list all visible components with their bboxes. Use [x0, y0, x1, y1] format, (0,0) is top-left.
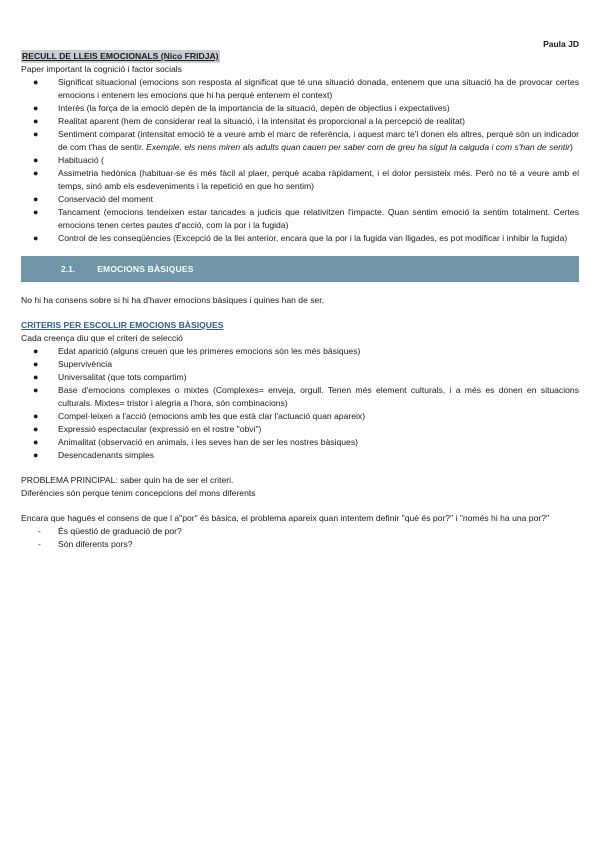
- section-intro: Paper important la cognició i factor socials: [21, 64, 182, 74]
- dash-icon: -: [38, 539, 41, 549]
- author-name: Paula JD: [543, 39, 579, 49]
- list-item-text: Base d'emocions complexes o mixtes (Complexes= enveja, orgull. Tenen més element culturals, i a més es donen en situacions culturals. Mixtes= tristor i alegria a l'hora, són combinacions): [58, 385, 579, 408]
- list-item-text: Significat situacional (emocions son resposta al significat que té una situació donada, entenem que una situació ha de provocar certes emocions i entenem les emocions que hi ha perquè entenem el context): [58, 77, 579, 100]
- list-item: [21, 193, 579, 206]
- closing-paragraph: Encara que hagués el consens de que l a"por" és bàsica, el problema apareix quan intentem definir "què és por?" i "només hi ha una por?": [21, 513, 550, 523]
- list-item: [21, 128, 579, 154]
- list-item: [21, 154, 579, 167]
- banner-title: EMOCIONS BÀSIQUES: [97, 263, 194, 274]
- bullet-dot-icon: ●: [33, 385, 39, 395]
- list-item-text: És qüestió de graduació de por?: [58, 526, 182, 536]
- bullet-dot-icon: ●: [33, 424, 39, 434]
- list-item-text: Edat aparició (alguns creuen que les primeres emocions són les més bàsiques): [58, 346, 361, 356]
- list-item-text: Interès (la força de la emoció depèn de la importancia de la situació, depèn de objectius i expectatives): [58, 103, 450, 113]
- bullet-dot-icon: ●: [33, 411, 39, 421]
- laws-list: [21, 76, 579, 245]
- banner-number: 2.1.: [61, 263, 76, 274]
- list-item: [21, 410, 579, 423]
- list-item: [21, 436, 579, 449]
- list-item-text: Control de les conseqüències (Excepció de la llei anterior, encara que la por i la fugida van lligades, es pot modificar i inhibir la fugida): [58, 233, 568, 243]
- list-item: [21, 115, 579, 128]
- criteria-list: [21, 345, 579, 462]
- list-item-text: Animalitat (observació en animals, i les seves han de ser les nostres bàsiques): [58, 437, 358, 447]
- list-item-text: Realitat aparent (hem de considerar real la situació, i la intensitat és proporcional a la percepció de realitat): [58, 116, 465, 126]
- bullet-dot-icon: ●: [33, 168, 39, 178]
- list-item: [21, 384, 579, 410]
- problem-line-1: PROBLEMA PRINCIPAL: saber quin ha de ser el criteri.: [21, 475, 234, 485]
- list-item: [21, 167, 579, 193]
- list-item: [21, 232, 579, 245]
- list-item: [21, 449, 579, 462]
- bullet-dot-icon: ●: [33, 194, 39, 204]
- dash-icon: -: [38, 526, 41, 536]
- list-item: [21, 345, 579, 358]
- list-item-text: Sentiment comparat (intensitat emoció te a veure amb el marc de referència, i aquest marc te'l donen els altres, perquè són un indicador de com t'has de sentir.: [58, 129, 579, 152]
- bullet-dot-icon: ●: [33, 77, 39, 87]
- bullet-dot-icon: ●: [33, 103, 39, 113]
- list-item-text: Conservació del moment: [58, 194, 154, 204]
- bullet-dot-icon: ●: [33, 233, 39, 243]
- list-item: [21, 538, 579, 551]
- bullet-dot-icon: ●: [33, 346, 39, 356]
- bullet-dot-icon: ●: [33, 207, 39, 217]
- list-item: [21, 423, 579, 436]
- bullet-dot-icon: ●: [33, 450, 39, 460]
- consensus-text: No hi ha consens sobre si hi ha d'haver emocions bàsiques i quines han de ser.: [21, 295, 325, 305]
- bullet-dot-icon: ●: [33, 155, 39, 165]
- list-item: [21, 371, 579, 384]
- list-item-text: Universalitat (que tots compartim): [58, 372, 187, 382]
- list-item-text: Tancament (emocions tendeixen estar tancades a judicis que relativitzen l'impacte. Quan sentim emoció la sentim totalment. Certes emocions tenen certes pautes d'acció, com la por i la fugida): [58, 207, 579, 230]
- list-item: [21, 76, 579, 102]
- list-item-text: Expressió espectacular (expressió en el rostre "obvi"): [58, 424, 262, 434]
- list-item-text: Compel·leixen a l'acció (emocions amb les que està clar l'actuació quan apareix): [58, 411, 366, 421]
- bullet-dot-icon: ●: [33, 129, 39, 139]
- list-item-text: Supervivència: [58, 359, 112, 369]
- criteria-heading: CRITERIS PER ESCOLLIR EMOCIONS BÀSIQUES: [21, 320, 224, 330]
- section-banner: [21, 256, 579, 282]
- problem-line-2: Diferències són perque tenim concepcions del mons diferents: [21, 488, 256, 498]
- list-item-suffix: ): [570, 142, 573, 152]
- section-heading: RECULL DE LLEIS EMOCIONALS (Nico FRIDJA): [22, 51, 219, 61]
- list-item: [21, 206, 579, 232]
- document-body: [21, 50, 579, 551]
- list-item-text: Són diferents pors?: [58, 539, 133, 549]
- list-item-text: Habituació (: [58, 155, 104, 165]
- bullet-dot-icon: ●: [33, 359, 39, 369]
- list-item-text: Desencadenants simples: [58, 450, 155, 460]
- closing-list: [21, 525, 579, 551]
- list-item-example: Exemple, els nens miren als adults quan cauen per saber com de greu ha sigut la caiguda i com s'han de sentir: [146, 142, 571, 152]
- list-item: [21, 525, 579, 538]
- list-item: [21, 358, 579, 371]
- list-item: [21, 102, 579, 115]
- bullet-dot-icon: ●: [33, 372, 39, 382]
- list-item-text: Assimetria hedònica (habituar-se és més fàcil al plaer, perquè acaba ràpidament, i el dolor persisteix més. Però no té a veure amb el temps, sinó amb els esdeveniments i la repetició en que ho sentim): [58, 168, 579, 191]
- bullet-dot-icon: ●: [33, 116, 39, 126]
- criteria-intro: Cada creença diu que el criteri de selecció: [21, 333, 183, 343]
- bullet-dot-icon: ●: [33, 437, 39, 447]
